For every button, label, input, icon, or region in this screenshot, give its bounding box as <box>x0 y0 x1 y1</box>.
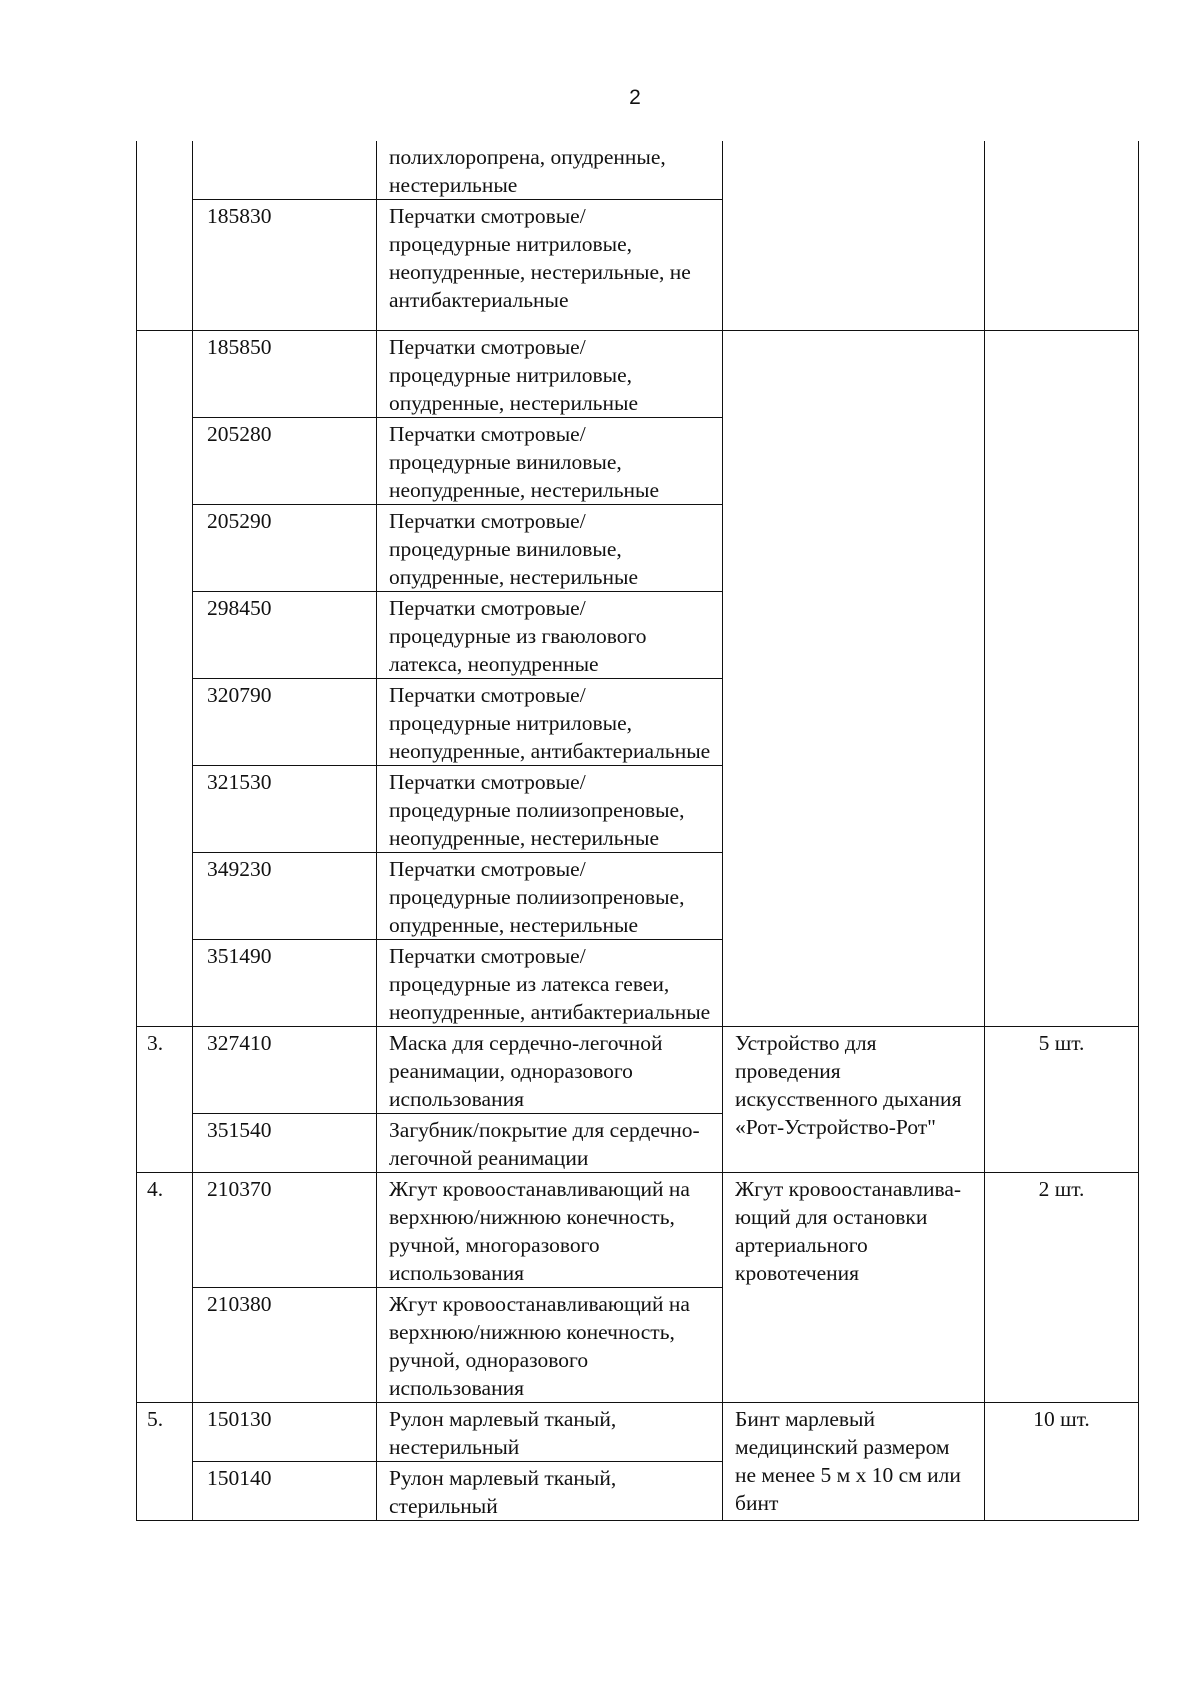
quantity-cell: 10 шт. <box>985 1403 1139 1521</box>
code-cell: 298450 <box>193 592 377 679</box>
item-name-cell: Перчатки смотровые/ процедурные из гваюлового латекса, неопудренные <box>377 592 723 679</box>
item-name-cell: Рулон марлевый тканый, нестерильный <box>377 1403 723 1462</box>
item-name-cell: Перчатки смотровые/ процедурные полиизопреновые, неопудренные, нестерильные <box>377 766 723 853</box>
description-cell <box>723 331 985 1027</box>
quantity-cell: 5 шт. <box>985 1027 1139 1173</box>
description-cell: Устройство для проведения искусственного дыхания «Рот-Устройство-Рот" <box>723 1027 985 1173</box>
row-number-cell <box>137 331 193 1027</box>
description-cell: Жгут кровоостанавлива-ющий для остановки артериального кровотечения <box>723 1173 985 1403</box>
row-number-cell <box>137 141 193 331</box>
row-number-cell: 5. <box>137 1403 193 1521</box>
quantity-cell <box>985 141 1139 331</box>
medical-supplies-table <box>136 141 1139 1521</box>
item-name-cell: Перчатки смотровые/ процедурные нитриловые, неопудренные, нестерильные, не антибактериальные <box>377 200 723 331</box>
code-cell: 150140 <box>193 1462 377 1521</box>
item-name-cell: Жгут кровоостанавливающий на верхнюю/нижнюю конечность, ручной, многоразового использования <box>377 1173 723 1288</box>
table-row <box>137 141 1139 200</box>
quantity-cell: 2 шт. <box>985 1173 1139 1403</box>
code-cell: 321530 <box>193 766 377 853</box>
row-number-cell: 4. <box>137 1173 193 1403</box>
item-name-cell: Жгут кровоостанавливающий на верхнюю/нижнюю конечность, ручной, одноразового использования <box>377 1288 723 1403</box>
table-row <box>137 1027 1139 1114</box>
table-row <box>137 331 1139 418</box>
item-name-cell: Перчатки смотровые/ процедурные нитриловые, неопудренные, антибактериальные <box>377 679 723 766</box>
item-name-cell: Маска для сердечно-легочной реанимации, одноразового использования <box>377 1027 723 1114</box>
table-row <box>137 1403 1139 1462</box>
code-cell: 327410 <box>193 1027 377 1114</box>
code-cell <box>193 141 377 200</box>
code-cell: 205290 <box>193 505 377 592</box>
code-cell: 351490 <box>193 940 377 1027</box>
table-row <box>137 1173 1139 1288</box>
item-name-cell: Перчатки смотровые/ процедурные полиизопреновые, опудренные, нестерильные <box>377 853 723 940</box>
item-name-cell: Перчатки смотровые/ процедурные виниловые, опудренные, нестерильные <box>377 505 723 592</box>
code-cell: 150130 <box>193 1403 377 1462</box>
quantity-cell <box>985 331 1139 1027</box>
item-name-cell: Перчатки смотровые/ процедурные из латекса гевеи, неопудренные, антибактериальные <box>377 940 723 1027</box>
code-cell: 210380 <box>193 1288 377 1403</box>
code-cell: 320790 <box>193 679 377 766</box>
code-cell: 349230 <box>193 853 377 940</box>
code-cell: 185830 <box>193 200 377 331</box>
description-cell: Бинт марлевый медицинский размером не менее 5 м х 10 см или бинт <box>723 1403 985 1521</box>
code-cell: 185850 <box>193 331 377 418</box>
item-name-cell: Перчатки смотровые/ процедурные нитриловые, опудренные, нестерильные <box>377 331 723 418</box>
description-cell <box>723 141 985 331</box>
item-name-cell: Загубник/покрытие для сердечно-легочной реанимации <box>377 1114 723 1173</box>
row-number-cell: 3. <box>137 1027 193 1173</box>
code-cell: 210370 <box>193 1173 377 1288</box>
item-name-cell: Перчатки смотровые/ процедурные виниловые, неопудренные, нестерильные <box>377 418 723 505</box>
item-name-cell: полихлоропрена, опудренные, нестерильные <box>377 141 723 200</box>
page-number: 2 <box>629 86 641 109</box>
item-name-cell: Рулон марлевый тканый, стерильный <box>377 1462 723 1521</box>
code-cell: 351540 <box>193 1114 377 1173</box>
code-cell: 205280 <box>193 418 377 505</box>
